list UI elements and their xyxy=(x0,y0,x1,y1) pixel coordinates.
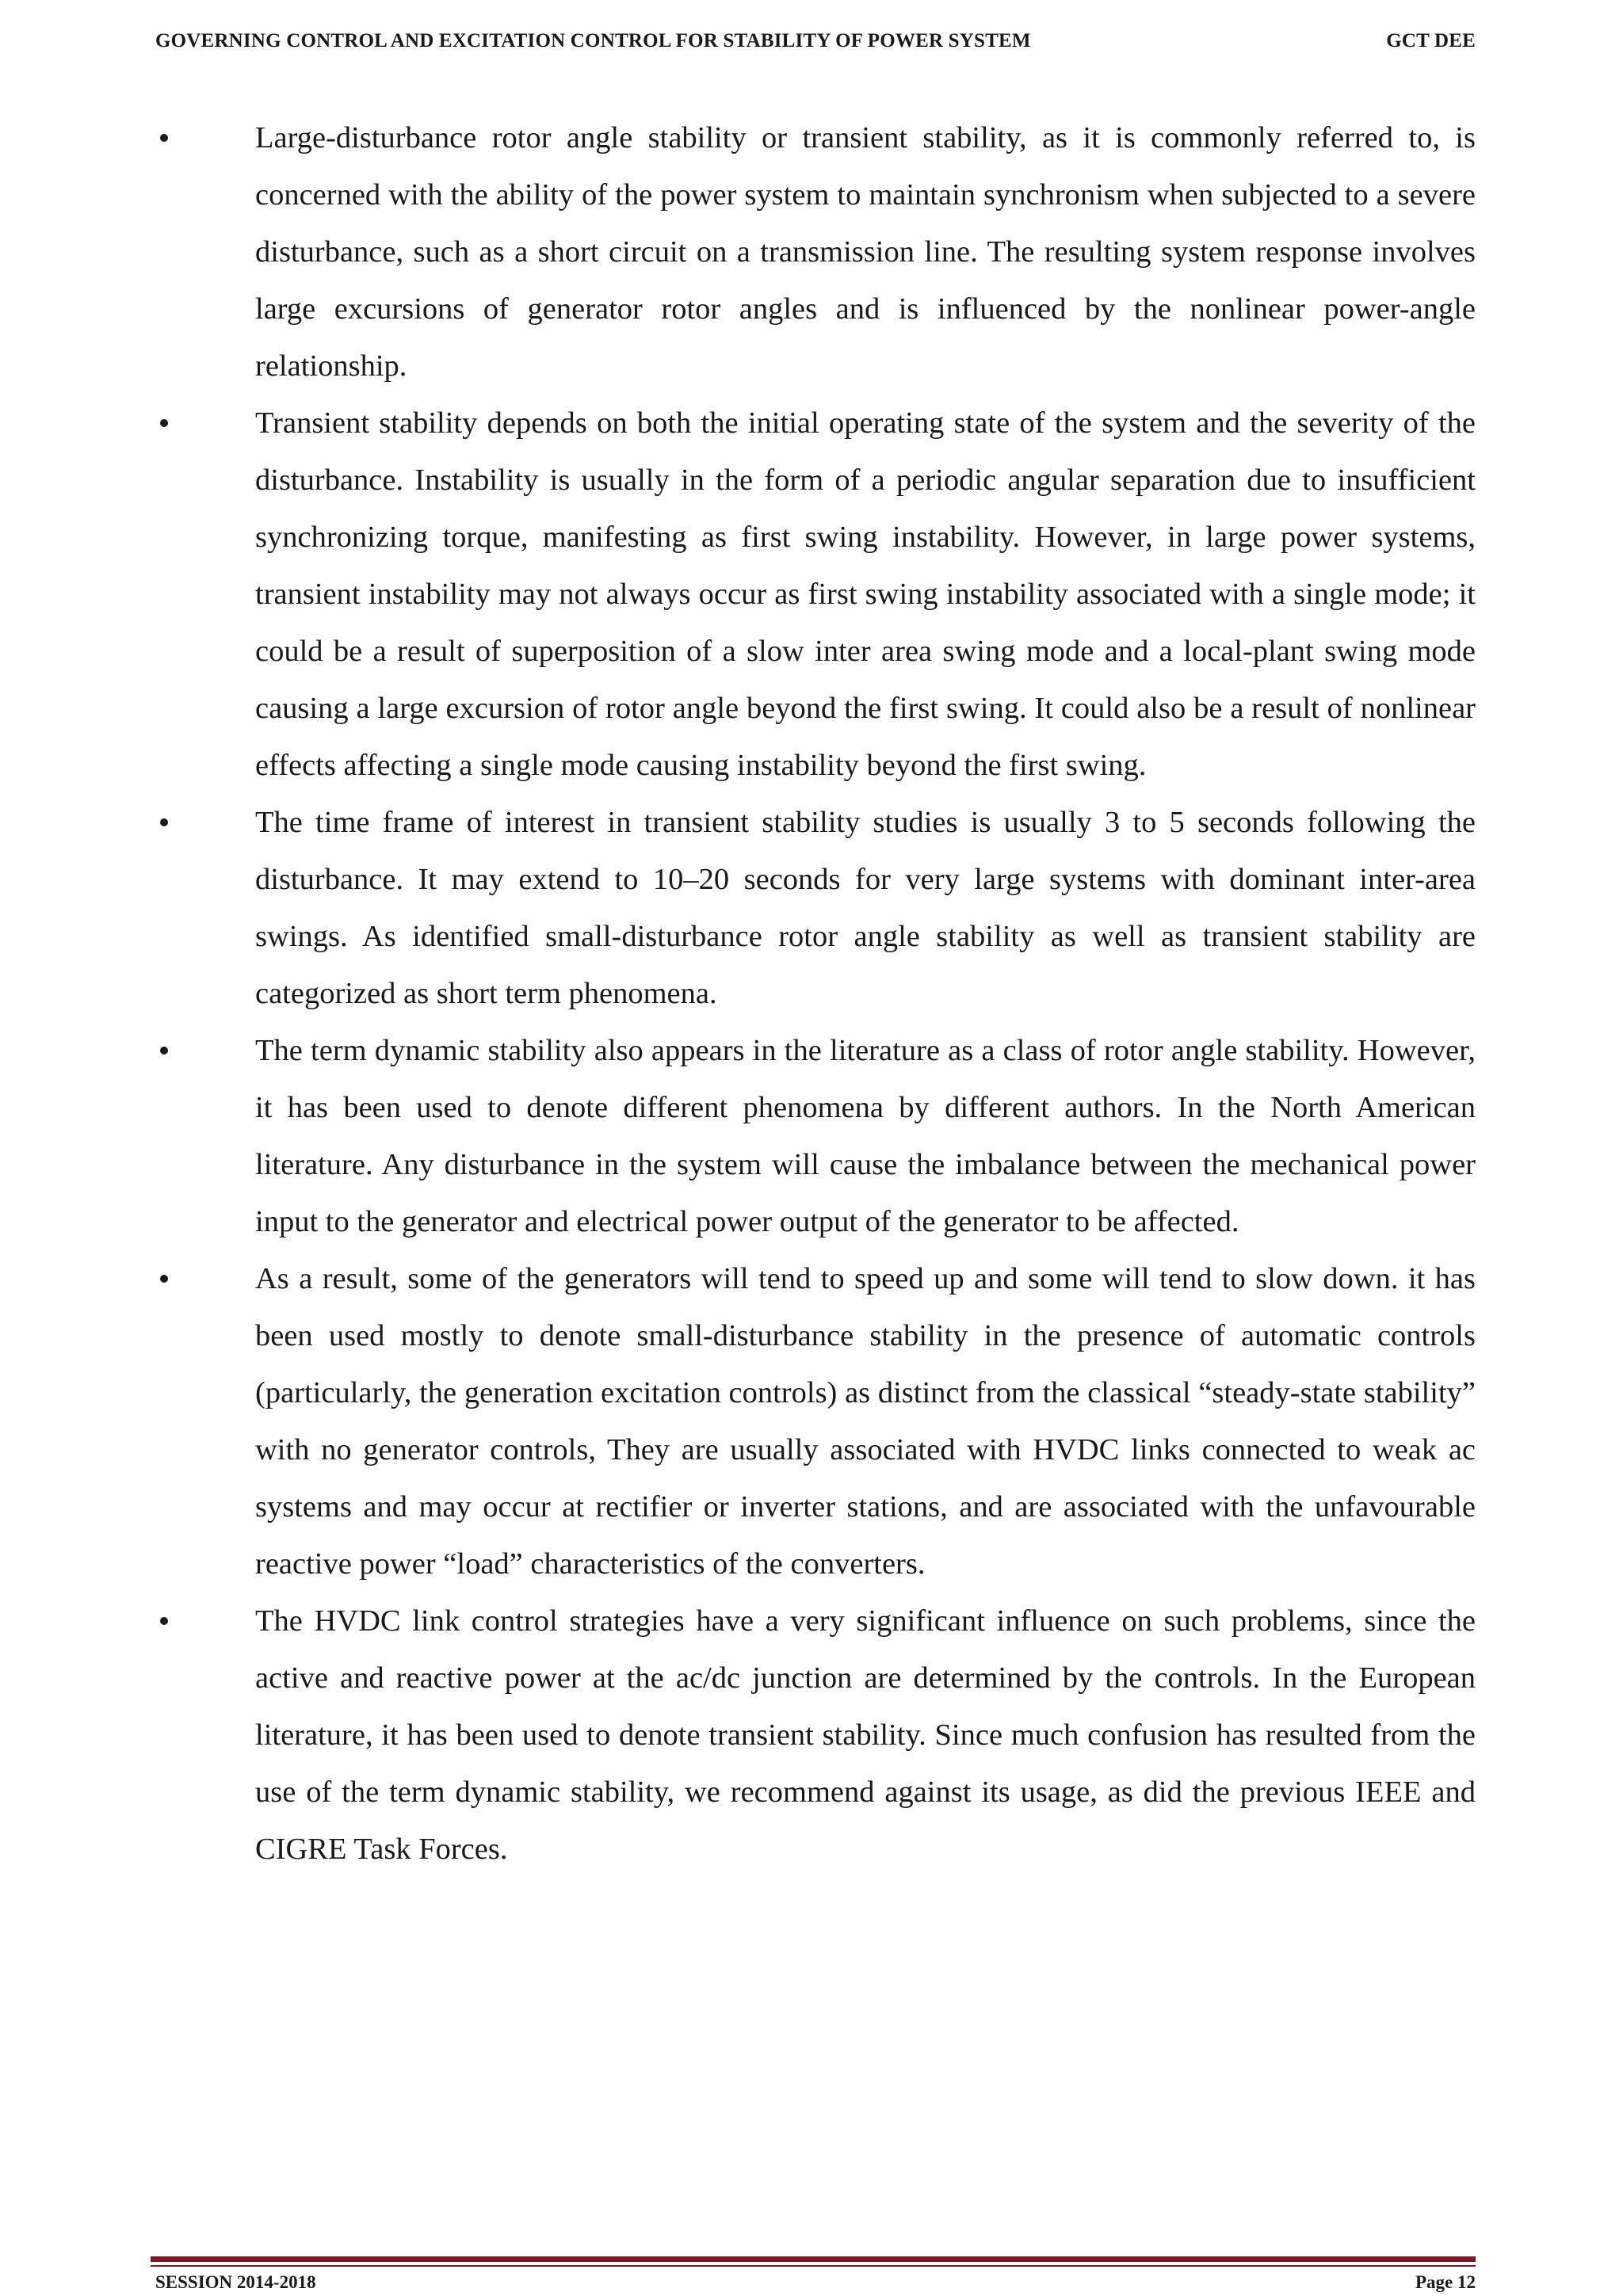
footer-divider-thin xyxy=(151,2265,1476,2267)
bullet-dot-icon xyxy=(160,1275,168,1283)
bullet-dot-icon xyxy=(160,818,168,826)
bullet-text: Transient stability depends on both the initial operating state of the system and the severity of the disturbance. Instability is usually in the form of a periodic angular separation due to insufficient synchronizing torque, manifesting as first swing instability. However, in large power systems, transient instability may not always occur as first swing instability associated with a single mode; it could be a result of superposition of a slow inter area swing mode and a local-plant swing mode causing a large excursion of rotor angle beyond the first swing. It could also be a result of nonlinear effects affecting a single mode causing instability beyond the first swing. xyxy=(255,406,1476,782)
bullet-dot-icon xyxy=(160,134,168,142)
bullet-text: The term dynamic stability also appears in the literature as a class of rotor angle stability. However, it has been used to denote different phenomena by different authors. In the North American literature. Any disturbance in the system will cause the imbalance between the mechanical power input to the generator and electrical power output of the generator to be affected. xyxy=(255,1034,1476,1238)
bullet-text: The time frame of interest in transient stability studies is usually 3 to 5 seconds following the disturbance. It may extend to 10–20 seconds for very large systems with dominant inter-area swings. As identified small-disturbance rotor angle stability as well as transient stability are categorized as short term phenomena. xyxy=(255,806,1476,1010)
bullet-dot-icon xyxy=(160,1617,168,1625)
footer-page-number: Page 12 xyxy=(1415,2272,1476,2292)
body-content xyxy=(155,109,1476,1878)
bullet-item xyxy=(155,794,1476,1022)
footer-divider-thick xyxy=(151,2256,1476,2262)
page-header xyxy=(155,30,1476,62)
bullet-text: The HVDC link control strategies have a very significant influence on such problems, since the active and reactive power at the ac/dc junction are determined by the controls. In the European literature, it has been used to denote transient stability. Since much confusion has resulted from the use of the term dynamic stability, we recommend against its usage, as did the previous IEEE and CIGRE Task Forces. xyxy=(255,1604,1476,1866)
bullet-item xyxy=(155,109,1476,395)
header-title: GOVERNING CONTROL AND EXCITATION CONTROL FOR STABILITY OF POWER SYSTEM xyxy=(155,30,1031,51)
bullet-item xyxy=(155,395,1476,794)
bullet-item xyxy=(155,1250,1476,1592)
bullet-dot-icon xyxy=(160,1047,168,1055)
bullet-list xyxy=(155,109,1476,1878)
bullet-dot-icon xyxy=(160,419,168,427)
bullet-text: Large-disturbance rotor angle stability or transient stability, as it is commonly referred to, is concerned with the ability of the power system to maintain synchronism when subjected to a severe disturbance, such as a short circuit on a transmission line. The resulting system response involves large excursions of generator rotor angles and is influenced by the nonlinear power-angle relationship. xyxy=(255,121,1476,383)
footer-session: SESSION 2014-2018 xyxy=(155,2272,316,2292)
page-footer xyxy=(155,2272,1476,2296)
bullet-item xyxy=(155,1022,1476,1250)
header-department: GCT DEE xyxy=(1386,30,1476,51)
bullet-text: As a result, some of the generators will tend to speed up and some will tend to slow down. it has been used mostly to denote small-disturbance stability in the presence of automatic controls (particularly, the generation excitation controls) as distinct from the classical “steady-state stability” with no generator controls, They are usually associated with HVDC links connected to weak ac systems and may occur at rectifier or inverter stations, and are associated with the unfavourable reactive power “load” characteristics of the converters. xyxy=(255,1262,1476,1581)
bullet-item xyxy=(155,1592,1476,1878)
